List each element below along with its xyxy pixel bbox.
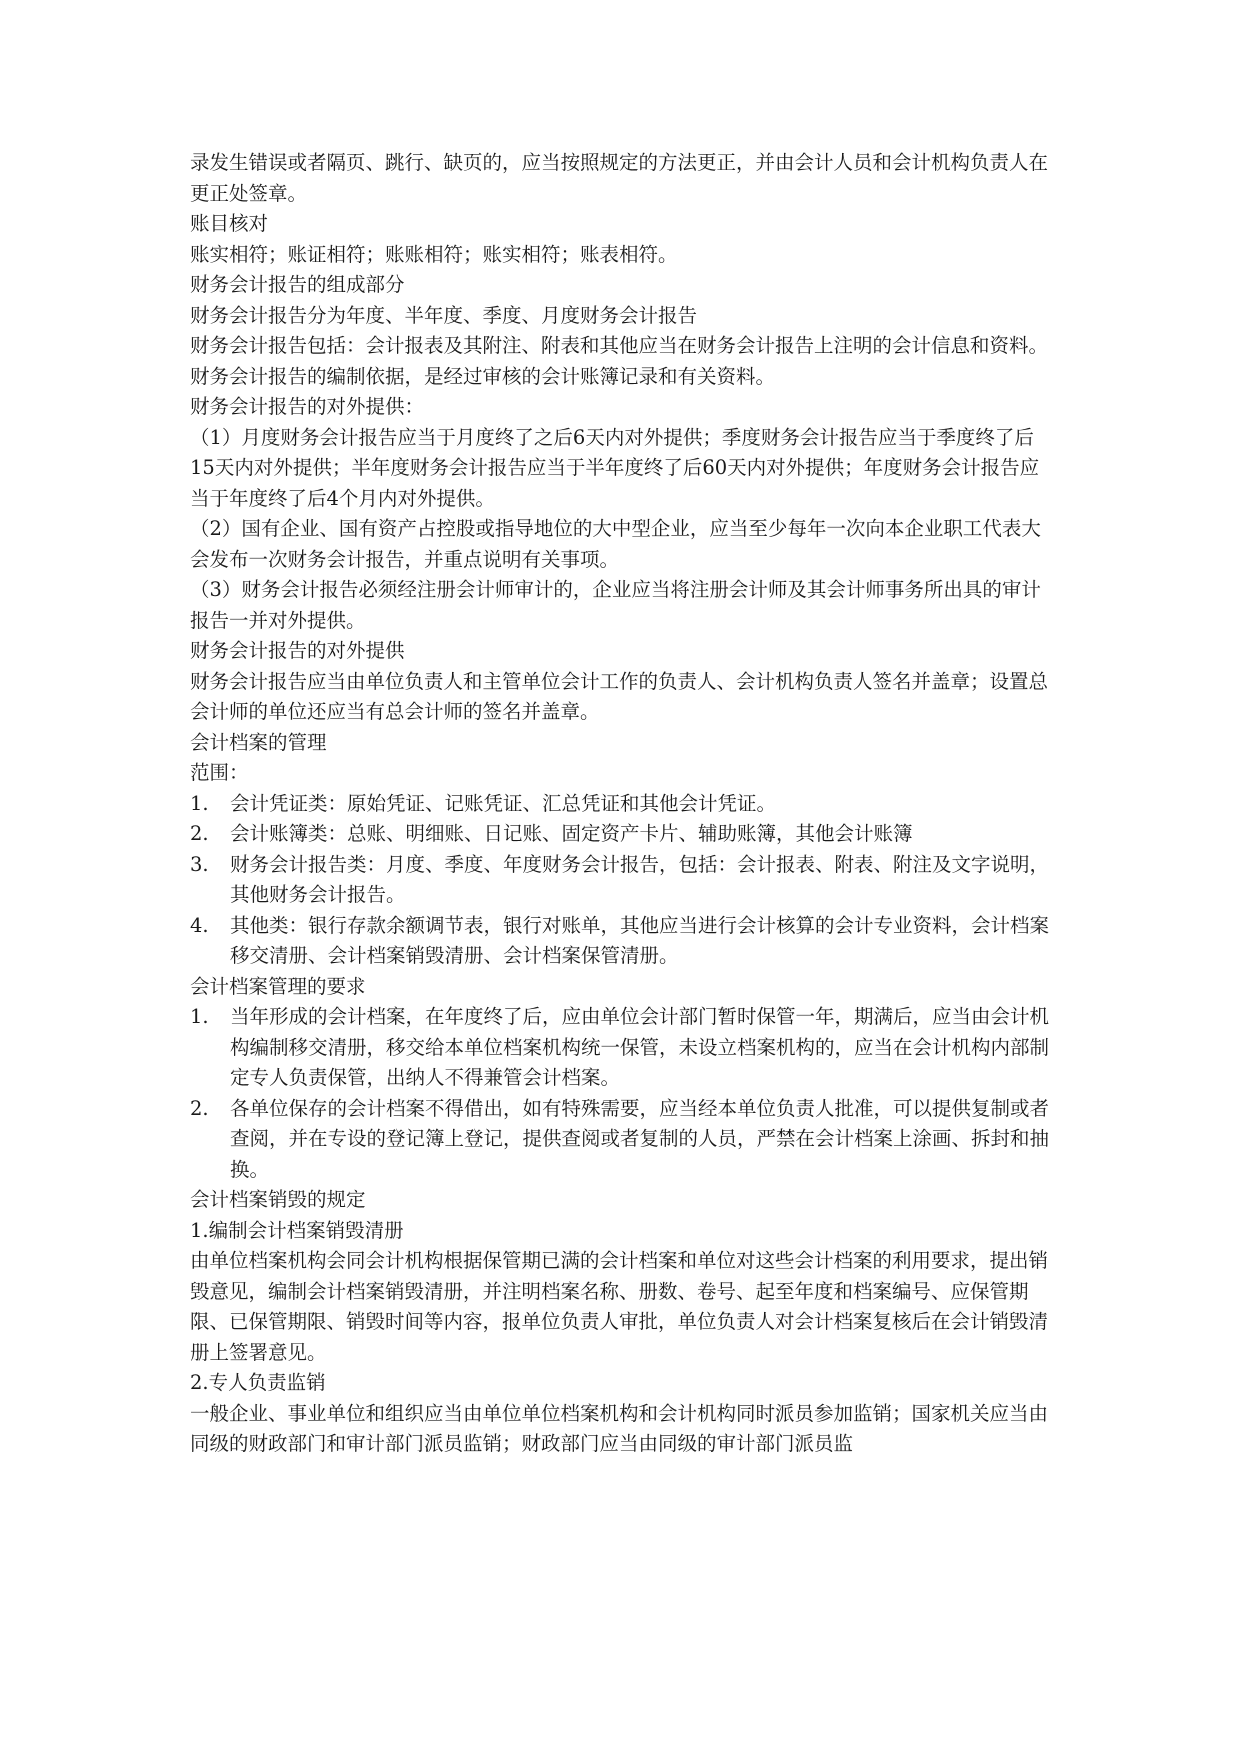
heading-external: 财务会计报告的对外提供： — [190, 395, 425, 418]
list-text: 会计账簿类：总账、明细账、日记账、固定资产卡片、辅助账簿，其他会计账簿 — [230, 822, 913, 845]
heading-destroy: 会计档案销毁的规定 — [190, 1188, 366, 1211]
list-number: 2. — [190, 1096, 209, 1120]
list-text: 其他类：银行存款余额调节表，银行对账单，其他应当进行会计核算的会计专业资料，会计档案移交清册、会计档案销毁清册、会计档案保管清册。 — [230, 913, 1050, 967]
list-item — [190, 911, 1052, 972]
paragraph-report-includes: 财务会计报告包括：会计报表及其附注、附表和其他应当在财务会计报告上注明的会计信息和资料。 — [190, 334, 1049, 357]
list-number: 3. — [190, 852, 209, 876]
external-item-3: （3）财务会计报告必须经注册会计师审计的，企业应当将注册会计师及其会计师事务所出具的审计报告一并对外提供。 — [190, 578, 1041, 632]
list-number: 2. — [190, 822, 209, 845]
list-item — [190, 789, 1052, 820]
heading-reconcile: 账目核对 — [190, 212, 269, 235]
paragraph-sign: 财务会计报告应当由单位负责人和主管单位会计工作的负责人、会计机构负责人签名并盖章；设置总会计师的单位还应当有总会计师的签名并盖章。 — [190, 669, 1049, 723]
list-text: 当年形成的会计档案，在年度终了后，应由单位会计部门暂时保管一年，期满后，应当由会计机构编制移交清册，移交给本单位档案机构统一保管，未设立档案机构的，应当在会计机构内部制定专人负责保管，出纳人不得兼管会计档案。 — [230, 1005, 1050, 1089]
scope-list — [190, 789, 1052, 972]
heading-destroy-1: 1.编制会计档案销毁清册 — [190, 1218, 404, 1242]
list-number: 4. — [190, 913, 209, 937]
list-item — [190, 1002, 1052, 1094]
document-page — [190, 148, 1052, 1460]
paragraph-destroy-1: 由单位档案机构会同会计机构根据保管期已满的会计档案和单位对这些会计档案的利用要求，提出销毁意见，编制会计档案销毁清册，并注明档案名称、册数、卷号、起至年度和档案编号、应保管期限、已保管期限、销毁时间等内容，报单位负责人审批，单位负责人对会计档案复核后在会计销毁清册上签署意见。 — [190, 1249, 1049, 1364]
paragraph-report-types: 财务会计报告分为年度、半年度、季度、月度财务会计报告 — [190, 303, 698, 327]
heading-scope: 范围： — [190, 761, 249, 784]
list-number: 1. — [190, 791, 209, 815]
list-item — [190, 819, 1052, 850]
heading-destroy-2: 2.专人负责监销 — [190, 1371, 326, 1394]
external-item-1: （1）月度财务会计报告应当于月度终了之后6天内对外提供；季度财务会计报告应当于季度终了后15天内对外提供；半年度财务会计报告应当于半年度终了后60天内对外提供；年度财务会计报告应当于年度终了后4个月内对外提供。 — [190, 425, 1040, 510]
list-text: 会计凭证类：原始凭证、记账凭证、汇总凭证和其他会计凭证。 — [230, 791, 777, 815]
paragraph-report-basis: 财务会计报告的编制依据，是经过审核的会计账簿记录和有关资料。 — [190, 364, 776, 388]
heading-external-2: 财务会计报告的对外提供 — [190, 639, 405, 662]
list-text: 各单位保存的会计档案不得借出，如有特殊需要，应当经本单位负责人批准，可以提供复制或者查阅，并在专设的登记簿上登记，提供查阅或者复制的人员，严禁在会计档案上涂画、拆封和抽换。 — [230, 1096, 1050, 1181]
list-text: 财务会计报告类：月度、季度、年度财务会计报告，包括：会计报表、附表、附注及文字说明，其他财务会计报告。 — [230, 852, 1050, 906]
heading-requirements: 会计档案管理的要求 — [190, 974, 366, 998]
paragraph-destroy-2: 一般企业、事业单位和组织应当由单位单位档案机构和会计机构同时派员参加监销；国家机关应当由同级的财政部门和审计部门派员监销；财政部门应当由同级的审计部门派员监 — [190, 1401, 1049, 1455]
list-item — [190, 1094, 1052, 1186]
external-item-2: （2）国有企业、国有资产占控股或指导地位的大中型企业，应当至少每年一次向本企业职工代表大会发布一次财务会计报告，并重点说明有关事项。 — [190, 517, 1041, 571]
requirements-list — [190, 1002, 1052, 1185]
heading-archive: 会计档案的管理 — [190, 730, 327, 754]
paragraph-reconcile: 账实相符；账证相符；账账相符；账实相符；账表相符。 — [190, 242, 678, 266]
list-number: 1. — [190, 1005, 209, 1028]
heading-report-parts: 财务会计报告的组成部分 — [190, 273, 405, 296]
list-item — [190, 850, 1052, 911]
paragraph-correction: 录发生错误或者隔页、跳行、缺页的，应当按照规定的方法更正，并由会计人员和会计机构负责人在更正处签章。 — [190, 151, 1049, 205]
